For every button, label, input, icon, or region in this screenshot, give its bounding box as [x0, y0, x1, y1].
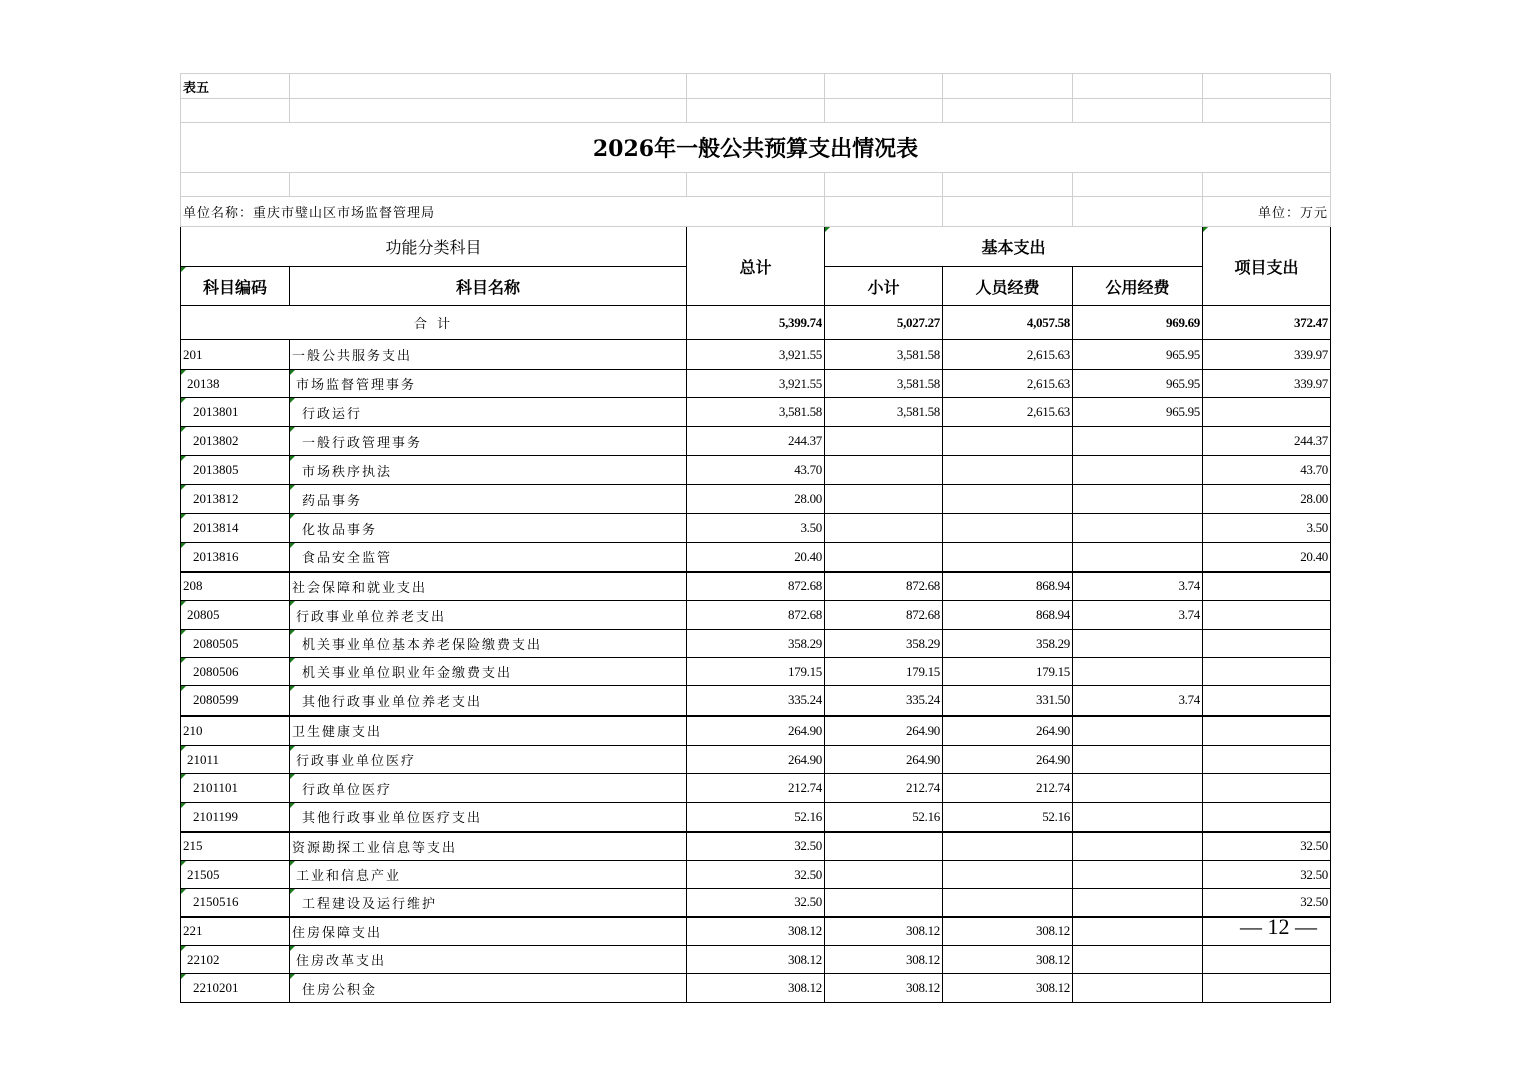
table-row — [181, 398, 1331, 427]
row-personnel: 868.94 — [943, 572, 1073, 601]
row-total: 264.90 — [687, 716, 825, 746]
row-subtotal — [825, 832, 943, 861]
row-subtotal: 308.12 — [825, 974, 943, 1003]
row-total: 264.90 — [687, 746, 825, 774]
row-public — [1073, 716, 1203, 746]
row-project — [1203, 746, 1331, 774]
row-code: 2080505 — [181, 630, 290, 658]
row-subtotal — [825, 514, 943, 543]
row-project — [1203, 974, 1331, 1003]
row-code: 20805 — [181, 601, 290, 630]
row-public — [1073, 658, 1203, 686]
table-row — [181, 746, 1331, 774]
row-project — [1203, 658, 1331, 686]
row-subtotal: 3,581.58 — [825, 398, 943, 427]
row-subtotal: 179.15 — [825, 658, 943, 686]
header-basic: 基本支出 — [825, 227, 1203, 267]
row-name: 市场秩序执法 — [290, 456, 687, 485]
row-public — [1073, 861, 1203, 889]
row-name: 食品安全监管 — [290, 543, 687, 572]
page-number: — 12 — — [1240, 914, 1317, 939]
header-functional: 功能分类科目 — [181, 227, 687, 267]
table-row — [181, 456, 1331, 485]
row-subtotal — [825, 485, 943, 514]
row-project — [1203, 601, 1331, 630]
row-public — [1073, 832, 1203, 861]
table-row — [181, 832, 1331, 861]
table-row — [181, 485, 1331, 514]
row-personnel: 2,615.63 — [943, 340, 1073, 370]
row-project: 339.97 — [1203, 370, 1331, 398]
row-personnel: 308.12 — [943, 946, 1073, 974]
row-subtotal: 52.16 — [825, 803, 943, 832]
row-subtotal — [825, 456, 943, 485]
row-code: 2013805 — [181, 456, 290, 485]
unit-label: 单位：万元 — [1203, 197, 1331, 227]
row-public — [1073, 514, 1203, 543]
row-name: 其他行政事业单位医疗支出 — [290, 803, 687, 832]
row-code: 2013816 — [181, 543, 290, 572]
row-name: 其他行政事业单位养老支出 — [290, 686, 687, 716]
row-public: 965.95 — [1073, 340, 1203, 370]
row-personnel — [943, 427, 1073, 456]
row-public — [1073, 427, 1203, 456]
header-code: 科目编码 — [181, 267, 290, 306]
sheet-label: 表五 — [181, 74, 290, 99]
row-subtotal: 212.74 — [825, 774, 943, 803]
row-personnel — [943, 485, 1073, 514]
row-name: 行政事业单位养老支出 — [290, 601, 687, 630]
row-public — [1073, 746, 1203, 774]
row-total: 28.00 — [687, 485, 825, 514]
row-name: 工业和信息产业 — [290, 861, 687, 889]
row-personnel — [943, 889, 1073, 917]
row-personnel — [943, 832, 1073, 861]
row-public: 3.74 — [1073, 572, 1203, 601]
row-name: 行政运行 — [290, 398, 687, 427]
row-subtotal: 308.12 — [825, 946, 943, 974]
row-personnel: 264.90 — [943, 716, 1073, 746]
total-label: 合 计 — [181, 306, 687, 340]
row-project: 32.50 — [1203, 889, 1331, 917]
table-row — [181, 803, 1331, 832]
row-personnel: 358.29 — [943, 630, 1073, 658]
row-personnel: 52.16 — [943, 803, 1073, 832]
row-subtotal — [825, 889, 943, 917]
table-row — [181, 716, 1331, 746]
row-personnel: 179.15 — [943, 658, 1073, 686]
row-total: 3,921.55 — [687, 370, 825, 398]
row-project: 20.40 — [1203, 543, 1331, 572]
row-personnel: 264.90 — [943, 746, 1073, 774]
row-project — [1203, 686, 1331, 716]
row-total: 179.15 — [687, 658, 825, 686]
total-personnel: 4,057.58 — [943, 306, 1073, 340]
row-public: 965.95 — [1073, 398, 1203, 427]
row-name: 工程建设及运行维护 — [290, 889, 687, 917]
row-name: 化妆品事务 — [290, 514, 687, 543]
row-personnel — [943, 456, 1073, 485]
row-project — [1203, 946, 1331, 974]
row-public — [1073, 803, 1203, 832]
row-name: 行政事业单位医疗 — [290, 746, 687, 774]
row-code: 210 — [181, 716, 290, 746]
row-total: 3.50 — [687, 514, 825, 543]
row-code: 22102 — [181, 946, 290, 974]
row-code: 215 — [181, 832, 290, 861]
row-subtotal — [825, 861, 943, 889]
row-name: 资源勘探工业信息等支出 — [290, 832, 687, 861]
budget-sheet — [180, 73, 1330, 1003]
row-subtotal: 872.68 — [825, 601, 943, 630]
row-code: 2080599 — [181, 686, 290, 716]
row-name: 机关事业单位基本养老保险缴费支出 — [290, 630, 687, 658]
table-row — [181, 889, 1331, 917]
row-project: 28.00 — [1203, 485, 1331, 514]
row-subtotal: 3,581.58 — [825, 370, 943, 398]
row-name: 卫生健康支出 — [290, 716, 687, 746]
row-project — [1203, 716, 1331, 746]
row-name: 药品事务 — [290, 485, 687, 514]
row-project: 32.50 — [1203, 861, 1331, 889]
total-total: 5,399.74 — [687, 306, 825, 340]
row-personnel — [943, 543, 1073, 572]
row-code: 21505 — [181, 861, 290, 889]
row-total: 308.12 — [687, 917, 825, 946]
row-code: 221 — [181, 917, 290, 946]
row-project: 3.50 — [1203, 514, 1331, 543]
row-code: 2013814 — [181, 514, 290, 543]
table-row — [181, 946, 1331, 974]
table-row — [181, 774, 1331, 803]
row-project — [1203, 572, 1331, 601]
row-subtotal — [825, 427, 943, 456]
row-total: 20.40 — [687, 543, 825, 572]
header-public: 公用经费 — [1073, 267, 1203, 306]
row-total: 244.37 — [687, 427, 825, 456]
row-project — [1203, 630, 1331, 658]
table-row — [181, 427, 1331, 456]
row-code: 208 — [181, 572, 290, 601]
row-total: 212.74 — [687, 774, 825, 803]
row-total: 52.16 — [687, 803, 825, 832]
table-row — [181, 686, 1331, 716]
row-public — [1073, 543, 1203, 572]
budget-table — [180, 73, 1331, 1003]
row-personnel: 308.12 — [943, 917, 1073, 946]
header-subtotal: 小计 — [825, 267, 943, 306]
row-subtotal: 264.90 — [825, 746, 943, 774]
row-personnel: 308.12 — [943, 974, 1073, 1003]
table-row — [181, 572, 1331, 601]
row-project: 339.97 — [1203, 340, 1331, 370]
row-subtotal: 335.24 — [825, 686, 943, 716]
row-code: 2210201 — [181, 974, 290, 1003]
row-name: 住房改革支出 — [290, 946, 687, 974]
row-personnel: 2,615.63 — [943, 398, 1073, 427]
row-code: 2013812 — [181, 485, 290, 514]
row-subtotal: 358.29 — [825, 630, 943, 658]
table-row — [181, 601, 1331, 630]
row-project — [1203, 398, 1331, 427]
row-name: 住房保障支出 — [290, 917, 687, 946]
row-name: 机关事业单位职业年金缴费支出 — [290, 658, 687, 686]
row-total: 358.29 — [687, 630, 825, 658]
row-public: 3.74 — [1073, 686, 1203, 716]
row-project — [1203, 803, 1331, 832]
header-project: 项目支出 — [1203, 227, 1331, 306]
row-personnel — [943, 514, 1073, 543]
row-code: 21011 — [181, 746, 290, 774]
unit-name: 单位名称：重庆市璧山区市场监督管理局 — [181, 197, 825, 227]
row-total: 872.68 — [687, 572, 825, 601]
row-public: 3.74 — [1073, 601, 1203, 630]
header-personnel: 人员经费 — [943, 267, 1073, 306]
row-subtotal: 872.68 — [825, 572, 943, 601]
row-project: 32.50 — [1203, 832, 1331, 861]
row-public: 965.95 — [1073, 370, 1203, 398]
row-personnel: 212.74 — [943, 774, 1073, 803]
row-code: 20138 — [181, 370, 290, 398]
row-total: 308.12 — [687, 946, 825, 974]
row-subtotal: 3,581.58 — [825, 340, 943, 370]
row-public — [1073, 485, 1203, 514]
row-public — [1073, 456, 1203, 485]
total-row — [181, 306, 1331, 340]
row-public — [1073, 630, 1203, 658]
header-total: 总计 — [687, 227, 825, 306]
table-row — [181, 658, 1331, 686]
row-name: 一般公共服务支出 — [290, 340, 687, 370]
row-project — [1203, 774, 1331, 803]
row-total: 32.50 — [687, 861, 825, 889]
header-name: 科目名称 — [290, 267, 687, 306]
total-subtotal: 5,027.27 — [825, 306, 943, 340]
table-row — [181, 514, 1331, 543]
total-project: 372.47 — [1203, 306, 1331, 340]
row-personnel — [943, 861, 1073, 889]
row-name: 市场监督管理事务 — [290, 370, 687, 398]
row-public — [1073, 946, 1203, 974]
row-project: 43.70 — [1203, 456, 1331, 485]
row-public — [1073, 917, 1203, 946]
table-row — [181, 543, 1331, 572]
row-code: 2150516 — [181, 889, 290, 917]
total-public: 969.69 — [1073, 306, 1203, 340]
page-title: 2026年一般公共预算支出情况表 — [181, 123, 1331, 173]
row-total: 3,581.58 — [687, 398, 825, 427]
table-row — [181, 917, 1331, 946]
row-personnel: 2,615.63 — [943, 370, 1073, 398]
row-subtotal — [825, 543, 943, 572]
row-subtotal: 308.12 — [825, 917, 943, 946]
table-row — [181, 340, 1331, 370]
row-code: 201 — [181, 340, 290, 370]
row-total: 335.24 — [687, 686, 825, 716]
row-total: 32.50 — [687, 832, 825, 861]
table-row — [181, 630, 1331, 658]
row-code: 2013802 — [181, 427, 290, 456]
row-name: 行政单位医疗 — [290, 774, 687, 803]
table-row — [181, 974, 1331, 1003]
row-total: 43.70 — [687, 456, 825, 485]
row-code: 2101199 — [181, 803, 290, 832]
row-name: 一般行政管理事务 — [290, 427, 687, 456]
row-code: 2101101 — [181, 774, 290, 803]
row-total: 3,921.55 — [687, 340, 825, 370]
row-public — [1073, 974, 1203, 1003]
row-subtotal: 264.90 — [825, 716, 943, 746]
row-total: 32.50 — [687, 889, 825, 917]
row-total: 872.68 — [687, 601, 825, 630]
row-project: 244.37 — [1203, 427, 1331, 456]
row-code: 2013801 — [181, 398, 290, 427]
table-row — [181, 861, 1331, 889]
row-name: 住房公积金 — [290, 974, 687, 1003]
row-total: 308.12 — [687, 974, 825, 1003]
row-personnel: 331.50 — [943, 686, 1073, 716]
row-name: 社会保障和就业支出 — [290, 572, 687, 601]
table-row — [181, 370, 1331, 398]
row-personnel: 868.94 — [943, 601, 1073, 630]
row-public — [1073, 889, 1203, 917]
row-code: 2080506 — [181, 658, 290, 686]
row-public — [1073, 774, 1203, 803]
